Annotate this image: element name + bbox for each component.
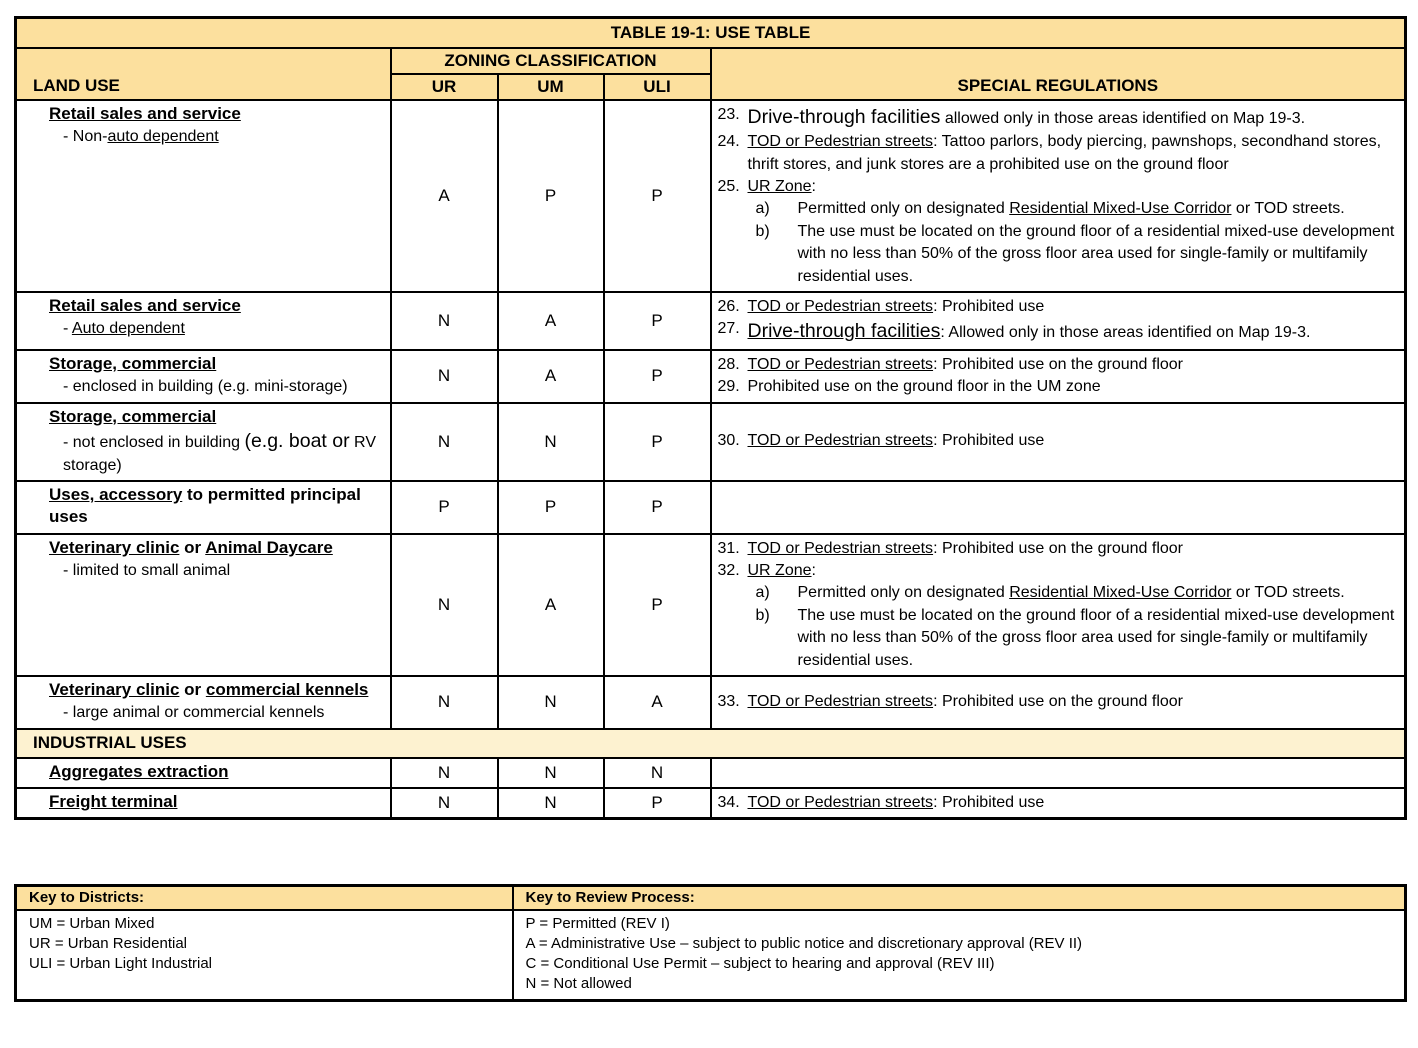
zone-value-ur: N bbox=[391, 403, 498, 481]
regulation-item bbox=[718, 354, 1399, 376]
regulation-item bbox=[718, 104, 1399, 131]
regulation-item bbox=[718, 176, 1399, 198]
regulation-number: 28. bbox=[717, 355, 740, 373]
zone-value-um: N bbox=[498, 788, 604, 819]
regulation-number: 27. bbox=[717, 320, 740, 338]
key-review-cell bbox=[513, 910, 1406, 1001]
text-segment: Retail sales and service bbox=[49, 296, 241, 316]
land-use-cell bbox=[16, 403, 391, 481]
text-segment: or TOD streets. bbox=[1231, 584, 1345, 602]
use-table-body bbox=[16, 100, 1406, 819]
text-segment: - Non- bbox=[63, 128, 108, 146]
text-segment: Permitted only on designated bbox=[797, 200, 1010, 218]
regulation-item bbox=[718, 198, 1399, 220]
text-segment: Animal Daycare bbox=[205, 537, 333, 557]
zone-value-uli: P bbox=[604, 403, 711, 481]
table-row bbox=[16, 676, 1406, 729]
regulation-item bbox=[718, 376, 1399, 398]
regulation-item bbox=[718, 792, 1399, 814]
zone-value-uli: P bbox=[604, 100, 711, 292]
header-row-1 bbox=[16, 48, 1406, 74]
regulation-item bbox=[718, 430, 1399, 452]
key-item-ur: UR = Urban Residential bbox=[29, 935, 187, 953]
text-segment: Veterinary clinic bbox=[49, 537, 180, 557]
land-use-subtext bbox=[17, 560, 386, 581]
regulation-text bbox=[798, 198, 1399, 220]
text-segment: : Tattoo parlors, body piercing, pawnshops, secondhand stores, thrift stores, and junk stores are a prohibited use on the ground floor bbox=[747, 133, 1382, 173]
regulation-text bbox=[748, 176, 1399, 198]
text-segment: to permitted principal uses bbox=[49, 484, 361, 527]
regulation-text bbox=[798, 221, 1399, 288]
text-segment: UR Zone bbox=[747, 178, 812, 196]
land-use-title bbox=[17, 295, 386, 317]
text-segment: - limited to small animal bbox=[63, 562, 231, 580]
regulation-number: 31. bbox=[717, 539, 740, 557]
special-regulations-cell bbox=[711, 350, 1406, 403]
text-segment: Storage, commercial bbox=[49, 353, 217, 373]
regulation-number: b) bbox=[755, 222, 770, 240]
land-use-cell bbox=[16, 788, 391, 819]
land-use-subtext bbox=[17, 126, 386, 147]
text-segment: TOD or Pedestrian streets bbox=[747, 432, 934, 450]
regulation-text bbox=[748, 296, 1399, 318]
regulation-item bbox=[718, 221, 1399, 288]
regulation-number: 24. bbox=[717, 133, 740, 151]
zoning-classification-header: ZONING CLASSIFICATION bbox=[391, 48, 711, 74]
regulation-number: a) bbox=[755, 200, 770, 218]
zone-value-ur: N bbox=[391, 292, 498, 350]
key-item-um: UM = Urban Mixed bbox=[29, 915, 155, 933]
regulation-text bbox=[798, 605, 1399, 672]
regulation-number: 29. bbox=[717, 378, 740, 396]
regulation-number: 30. bbox=[717, 432, 740, 450]
special-regulations-cell bbox=[711, 481, 1406, 534]
text-segment: The use must be located on the ground floor of a residential mixed-use development with no less than 50% of the gross floor area used for single-family or multifamily residential uses. bbox=[797, 606, 1395, 669]
table-row bbox=[16, 403, 1406, 481]
special-regulations-cell bbox=[711, 403, 1406, 481]
table-row bbox=[16, 758, 1406, 788]
regulation-text bbox=[748, 318, 1399, 345]
zone-value-uli: P bbox=[604, 292, 711, 350]
regulation-number: 23. bbox=[717, 106, 740, 123]
special-regulations-header: SPECIAL REGULATIONS bbox=[711, 48, 1406, 100]
key-item-uli: ULI = Urban Light Industrial bbox=[29, 955, 213, 973]
land-use-subtext bbox=[17, 429, 386, 476]
table-row bbox=[16, 788, 1406, 819]
zone-value-um: A bbox=[498, 292, 604, 350]
zone-value-um: N bbox=[498, 758, 604, 788]
text-segment: : Prohibited use on the ground floor bbox=[933, 693, 1184, 711]
text-segment: Freight terminal bbox=[49, 791, 178, 811]
regulation-number: b) bbox=[755, 606, 770, 624]
zone-header-um: UM bbox=[498, 74, 604, 100]
zone-value-uli: P bbox=[604, 534, 711, 676]
text-segment: Aggregates extraction bbox=[49, 761, 229, 781]
land-use-header: LAND USE bbox=[16, 48, 391, 100]
land-use-title bbox=[17, 761, 386, 783]
table-title: TABLE 19-1: USE TABLE bbox=[16, 18, 1406, 49]
land-use-cell bbox=[16, 758, 391, 788]
text-segment: Drive-through facilities bbox=[747, 106, 941, 128]
table-row bbox=[16, 292, 1406, 350]
text-segment: TOD or Pedestrian streets bbox=[747, 355, 934, 373]
text-segment: : Prohibited use bbox=[933, 794, 1045, 811]
regulation-text bbox=[748, 376, 1399, 398]
zone-value-uli: P bbox=[604, 350, 711, 403]
text-segment: : Prohibited use bbox=[933, 432, 1045, 450]
regulation-item bbox=[718, 538, 1399, 560]
land-use-subtext bbox=[17, 702, 386, 723]
regulation-item bbox=[718, 131, 1399, 176]
regulation-text bbox=[748, 104, 1399, 131]
land-use-title bbox=[17, 679, 386, 701]
text-segment: : Prohibited use on the ground floor bbox=[933, 355, 1184, 373]
land-use-cell bbox=[16, 350, 391, 403]
zone-value-um: P bbox=[498, 481, 604, 534]
text-segment: Residential Mixed-Use Corridor bbox=[1009, 200, 1232, 218]
regulation-text bbox=[748, 538, 1399, 560]
text-segment: Uses, accessory bbox=[49, 484, 183, 504]
land-use-cell bbox=[16, 481, 391, 534]
regulation-number: 26. bbox=[717, 298, 740, 316]
regulation-text bbox=[748, 691, 1399, 713]
text-segment: - enclosed in building (e.g. mini-storage) bbox=[63, 378, 348, 396]
regulation-number: 32. bbox=[717, 562, 740, 580]
zone-value-um: P bbox=[498, 100, 604, 292]
regulation-item bbox=[718, 582, 1399, 604]
regulation-item bbox=[718, 691, 1399, 713]
zone-value-ur: N bbox=[391, 676, 498, 729]
regulation-text bbox=[748, 792, 1399, 814]
use-table-header bbox=[16, 18, 1406, 101]
text-segment: TOD or Pedestrian streets bbox=[747, 693, 934, 711]
zone-header-uli: ULI bbox=[604, 74, 711, 100]
text-segment: TOD or Pedestrian streets bbox=[747, 539, 934, 557]
section-header-industrial-uses: INDUSTRIAL USES bbox=[16, 729, 1406, 758]
special-regulations-cell bbox=[711, 676, 1406, 729]
land-use-cell bbox=[16, 676, 391, 729]
regulation-item bbox=[718, 605, 1399, 672]
zone-value-um: N bbox=[498, 676, 604, 729]
land-use-title bbox=[17, 353, 386, 375]
text-segment: TOD or Pedestrian streets bbox=[747, 133, 934, 151]
zone-value-uli: N bbox=[604, 758, 711, 788]
key-item-permitted: P = Permitted (REV I) bbox=[525, 915, 670, 933]
text-segment: Auto dependent bbox=[71, 320, 185, 338]
text-segment: or bbox=[179, 680, 206, 699]
key-item-administrative: A = Administrative Use – subject to public notice and discretionary approval (REV II) bbox=[525, 935, 1083, 953]
special-regulations-cell bbox=[711, 788, 1406, 819]
key-table bbox=[14, 884, 1407, 1002]
key-body-row bbox=[16, 910, 1406, 1001]
zone-value-ur: N bbox=[391, 758, 498, 788]
text-segment: : Prohibited use bbox=[933, 298, 1045, 316]
regulation-text bbox=[748, 430, 1399, 452]
zone-value-um: A bbox=[498, 534, 604, 676]
zone-header-ur: UR bbox=[391, 74, 498, 100]
text-segment: auto dependent bbox=[107, 128, 219, 146]
key-header-row bbox=[16, 886, 1406, 911]
zone-value-ur: N bbox=[391, 534, 498, 676]
text-segment: Drive-through facilities bbox=[747, 320, 941, 343]
text-segment: - bbox=[63, 320, 72, 338]
section-row bbox=[16, 729, 1406, 758]
regulation-number: 34. bbox=[717, 794, 740, 811]
regulation-number: 25. bbox=[717, 178, 740, 196]
zone-value-uli: P bbox=[604, 788, 711, 819]
land-use-cell bbox=[16, 534, 391, 676]
text-segment: TOD or Pedestrian streets bbox=[747, 298, 934, 316]
zone-value-ur: A bbox=[391, 100, 498, 292]
table-row bbox=[16, 481, 1406, 534]
regulation-number: a) bbox=[755, 584, 770, 602]
text-segment: Retail sales and service bbox=[49, 104, 241, 123]
text-segment: Permitted only on designated bbox=[797, 584, 1010, 602]
land-use-subtext bbox=[17, 318, 386, 339]
regulation-text bbox=[748, 560, 1399, 582]
text-segment: Storage, commercial bbox=[49, 406, 217, 426]
key-review-title: Key to Review Process: bbox=[513, 886, 1406, 911]
regulation-item bbox=[718, 318, 1399, 345]
text-segment: or bbox=[179, 537, 206, 557]
text-segment: UR Zone bbox=[747, 562, 812, 580]
land-use-cell bbox=[16, 292, 391, 350]
text-segment: Prohibited use on the ground floor in the UM zone bbox=[747, 378, 1101, 396]
key-districts-title: Key to Districts: bbox=[16, 886, 513, 911]
table-row bbox=[16, 534, 1406, 676]
special-regulations-cell bbox=[711, 100, 1406, 292]
text-segment: : Allowed only in those areas identified on Map 19-3. bbox=[940, 324, 1311, 342]
table-row bbox=[16, 100, 1406, 292]
text-segment: TOD or Pedestrian streets bbox=[747, 794, 934, 811]
land-use-subtext bbox=[17, 376, 386, 397]
zone-value-um: N bbox=[498, 403, 604, 481]
use-table bbox=[14, 16, 1407, 820]
special-regulations-cell bbox=[711, 758, 1406, 788]
regulation-text bbox=[748, 131, 1399, 176]
zone-value-uli: A bbox=[604, 676, 711, 729]
zone-value-ur: P bbox=[391, 481, 498, 534]
zone-value-ur: N bbox=[391, 788, 498, 819]
special-regulations-cell bbox=[711, 534, 1406, 676]
text-segment: - not enclosed in building bbox=[63, 433, 245, 451]
key-districts-cell bbox=[16, 910, 513, 1001]
land-use-title bbox=[17, 406, 386, 428]
text-segment: Veterinary clinic bbox=[49, 680, 180, 699]
key-item-not-allowed: N = Not allowed bbox=[525, 975, 632, 993]
land-use-title bbox=[17, 537, 386, 559]
regulation-item bbox=[718, 560, 1399, 582]
special-regulations-cell bbox=[711, 292, 1406, 350]
text-segment: - large animal or commercial kennels bbox=[63, 704, 325, 722]
text-segment: RV storage) bbox=[63, 433, 376, 474]
land-use-title bbox=[17, 103, 386, 125]
table-row bbox=[16, 350, 1406, 403]
key-item-conditional: C = Conditional Use Permit – subject to hearing and approval (REV III) bbox=[525, 955, 995, 973]
regulation-item bbox=[718, 296, 1399, 318]
zone-value-uli: P bbox=[604, 481, 711, 534]
text-segment: The use must be located on the ground floor of a residential mixed-use development with no less than 50% of the gross floor area used for single-family or multifamily residential uses. bbox=[797, 222, 1395, 285]
zone-value-ur: N bbox=[391, 350, 498, 403]
text-segment: : bbox=[811, 562, 816, 580]
title-row bbox=[16, 18, 1406, 49]
zone-value-um: A bbox=[498, 350, 604, 403]
text-segment: or TOD streets. bbox=[1231, 200, 1345, 218]
regulation-text bbox=[748, 354, 1399, 376]
text-segment: : bbox=[811, 178, 816, 196]
land-use-title bbox=[17, 791, 386, 813]
text-segment: (e.g. boat or bbox=[244, 429, 350, 452]
land-use-title bbox=[17, 484, 386, 529]
text-segment: : Prohibited use on the ground floor bbox=[933, 539, 1184, 557]
text-segment: commercial kennels bbox=[205, 680, 369, 699]
regulation-text bbox=[798, 582, 1399, 604]
land-use-cell bbox=[16, 100, 391, 292]
regulation-number: 33. bbox=[717, 693, 740, 711]
text-segment: Residential Mixed-Use Corridor bbox=[1009, 584, 1232, 602]
text-segment: allowed only in those areas identified on Map 19-3. bbox=[940, 110, 1306, 127]
